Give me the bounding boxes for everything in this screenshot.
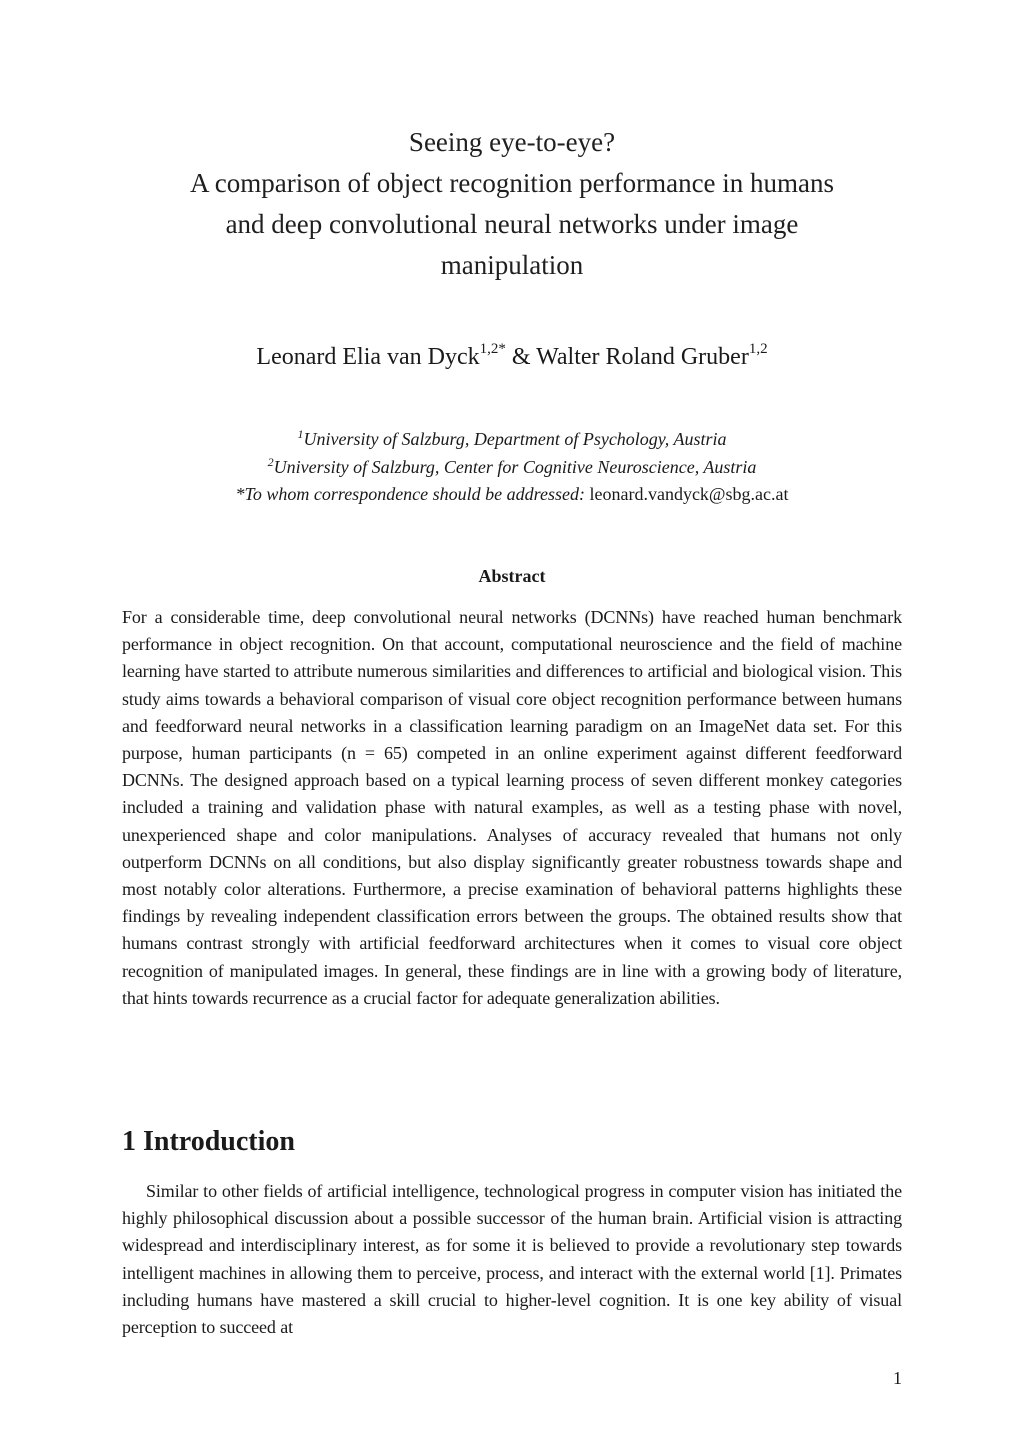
intro-paragraph: Similar to other fields of artificial intelligence, technological progress in computer vision has initiated the highly philosophical discussion about a possible successor of the human brain. Artificial vision is attracting widespread and interdisciplinary interest, as for some it is believed to provide a revolutionary step towards intelligent machines in allowing them to perceive, process, and interact with the external world [1]. Primates including humans have mastered a skill crucial to higher-level cognition. It is one key ability of visual perception to succeed at bbox=[122, 1181, 902, 1338]
abstract-heading: Abstract bbox=[478, 566, 546, 586]
title-line: manipulation bbox=[440, 250, 584, 280]
section-heading: 1 Introduction bbox=[122, 1126, 295, 1157]
title-line: and deep convolutional neural networks under image bbox=[225, 209, 799, 239]
author-list bbox=[100, 341, 924, 373]
affiliation-text: University of Salzburg, Department of Psychology, Austria bbox=[303, 429, 727, 449]
author-name: Leonard Elia van Dyck bbox=[256, 344, 480, 370]
affiliation-line bbox=[100, 454, 924, 482]
affiliations bbox=[100, 426, 924, 509]
author-affiliation-marker: 1,2* bbox=[479, 341, 506, 357]
author-name: Walter Roland Gruber bbox=[536, 344, 749, 370]
abstract-text: For a considerable time, deep convolutional neural networks (DCNNs) have reached human benchmark performance in object recognition. On that account, computational neuroscience and the field of machine learning have started to attribute numerous similarities and differences to artificial and biological vision. This study aims towards a behavioral comparison of visual core object recognition performance between humans and feedforward neural networks in a classification learning paradigm on an ImageNet data set. For this purpose, human participants (n = 65) competed in an online experiment against different feedforward DCNNs. The designed approach based on a typical learning process of seven different monkey categories included a training and validation phase with natural examples, as well as a testing phase with novel, unexperienced shape and color manipulations. Analyses of accuracy revealed that humans not only outperform DCNNs on all conditions, but also display significantly greater robustness towards shape and most notably color alterations. Furthermore, a precise examination of behavioral patterns highlights these findings by revealing independent classification errors between the groups. The obtained results show that humans contrast strongly with artificial feedforward architectures when it comes to visual core object recognition of manipulated images. In general, these findings are in line with a growing body of literature, that hints towards recurrence as a crucial factor for adequate generalization abilities. bbox=[122, 607, 902, 1008]
affiliation-marker: 1 bbox=[297, 427, 304, 441]
affiliation-marker: 2 bbox=[267, 454, 274, 469]
paper-title bbox=[100, 122, 924, 286]
page-number: 1 bbox=[893, 1368, 902, 1388]
author-affiliation-marker: 1,2 bbox=[748, 341, 768, 357]
author-separator: & bbox=[505, 344, 537, 370]
correspondence-label: *To whom correspondence should be addressed: bbox=[235, 484, 585, 504]
title-line: A comparison of object recognition performance in humans bbox=[189, 168, 835, 198]
affiliation-line bbox=[100, 426, 924, 454]
correspondence-email[interactable]: leonard.vandyck@sbg.ac.at bbox=[589, 484, 789, 504]
correspondence-line bbox=[100, 481, 924, 509]
title-line: Seeing eye-to-eye? bbox=[408, 127, 616, 157]
affiliation-text: University of Salzburg, Center for Cognitive Neuroscience, Austria bbox=[273, 456, 757, 477]
